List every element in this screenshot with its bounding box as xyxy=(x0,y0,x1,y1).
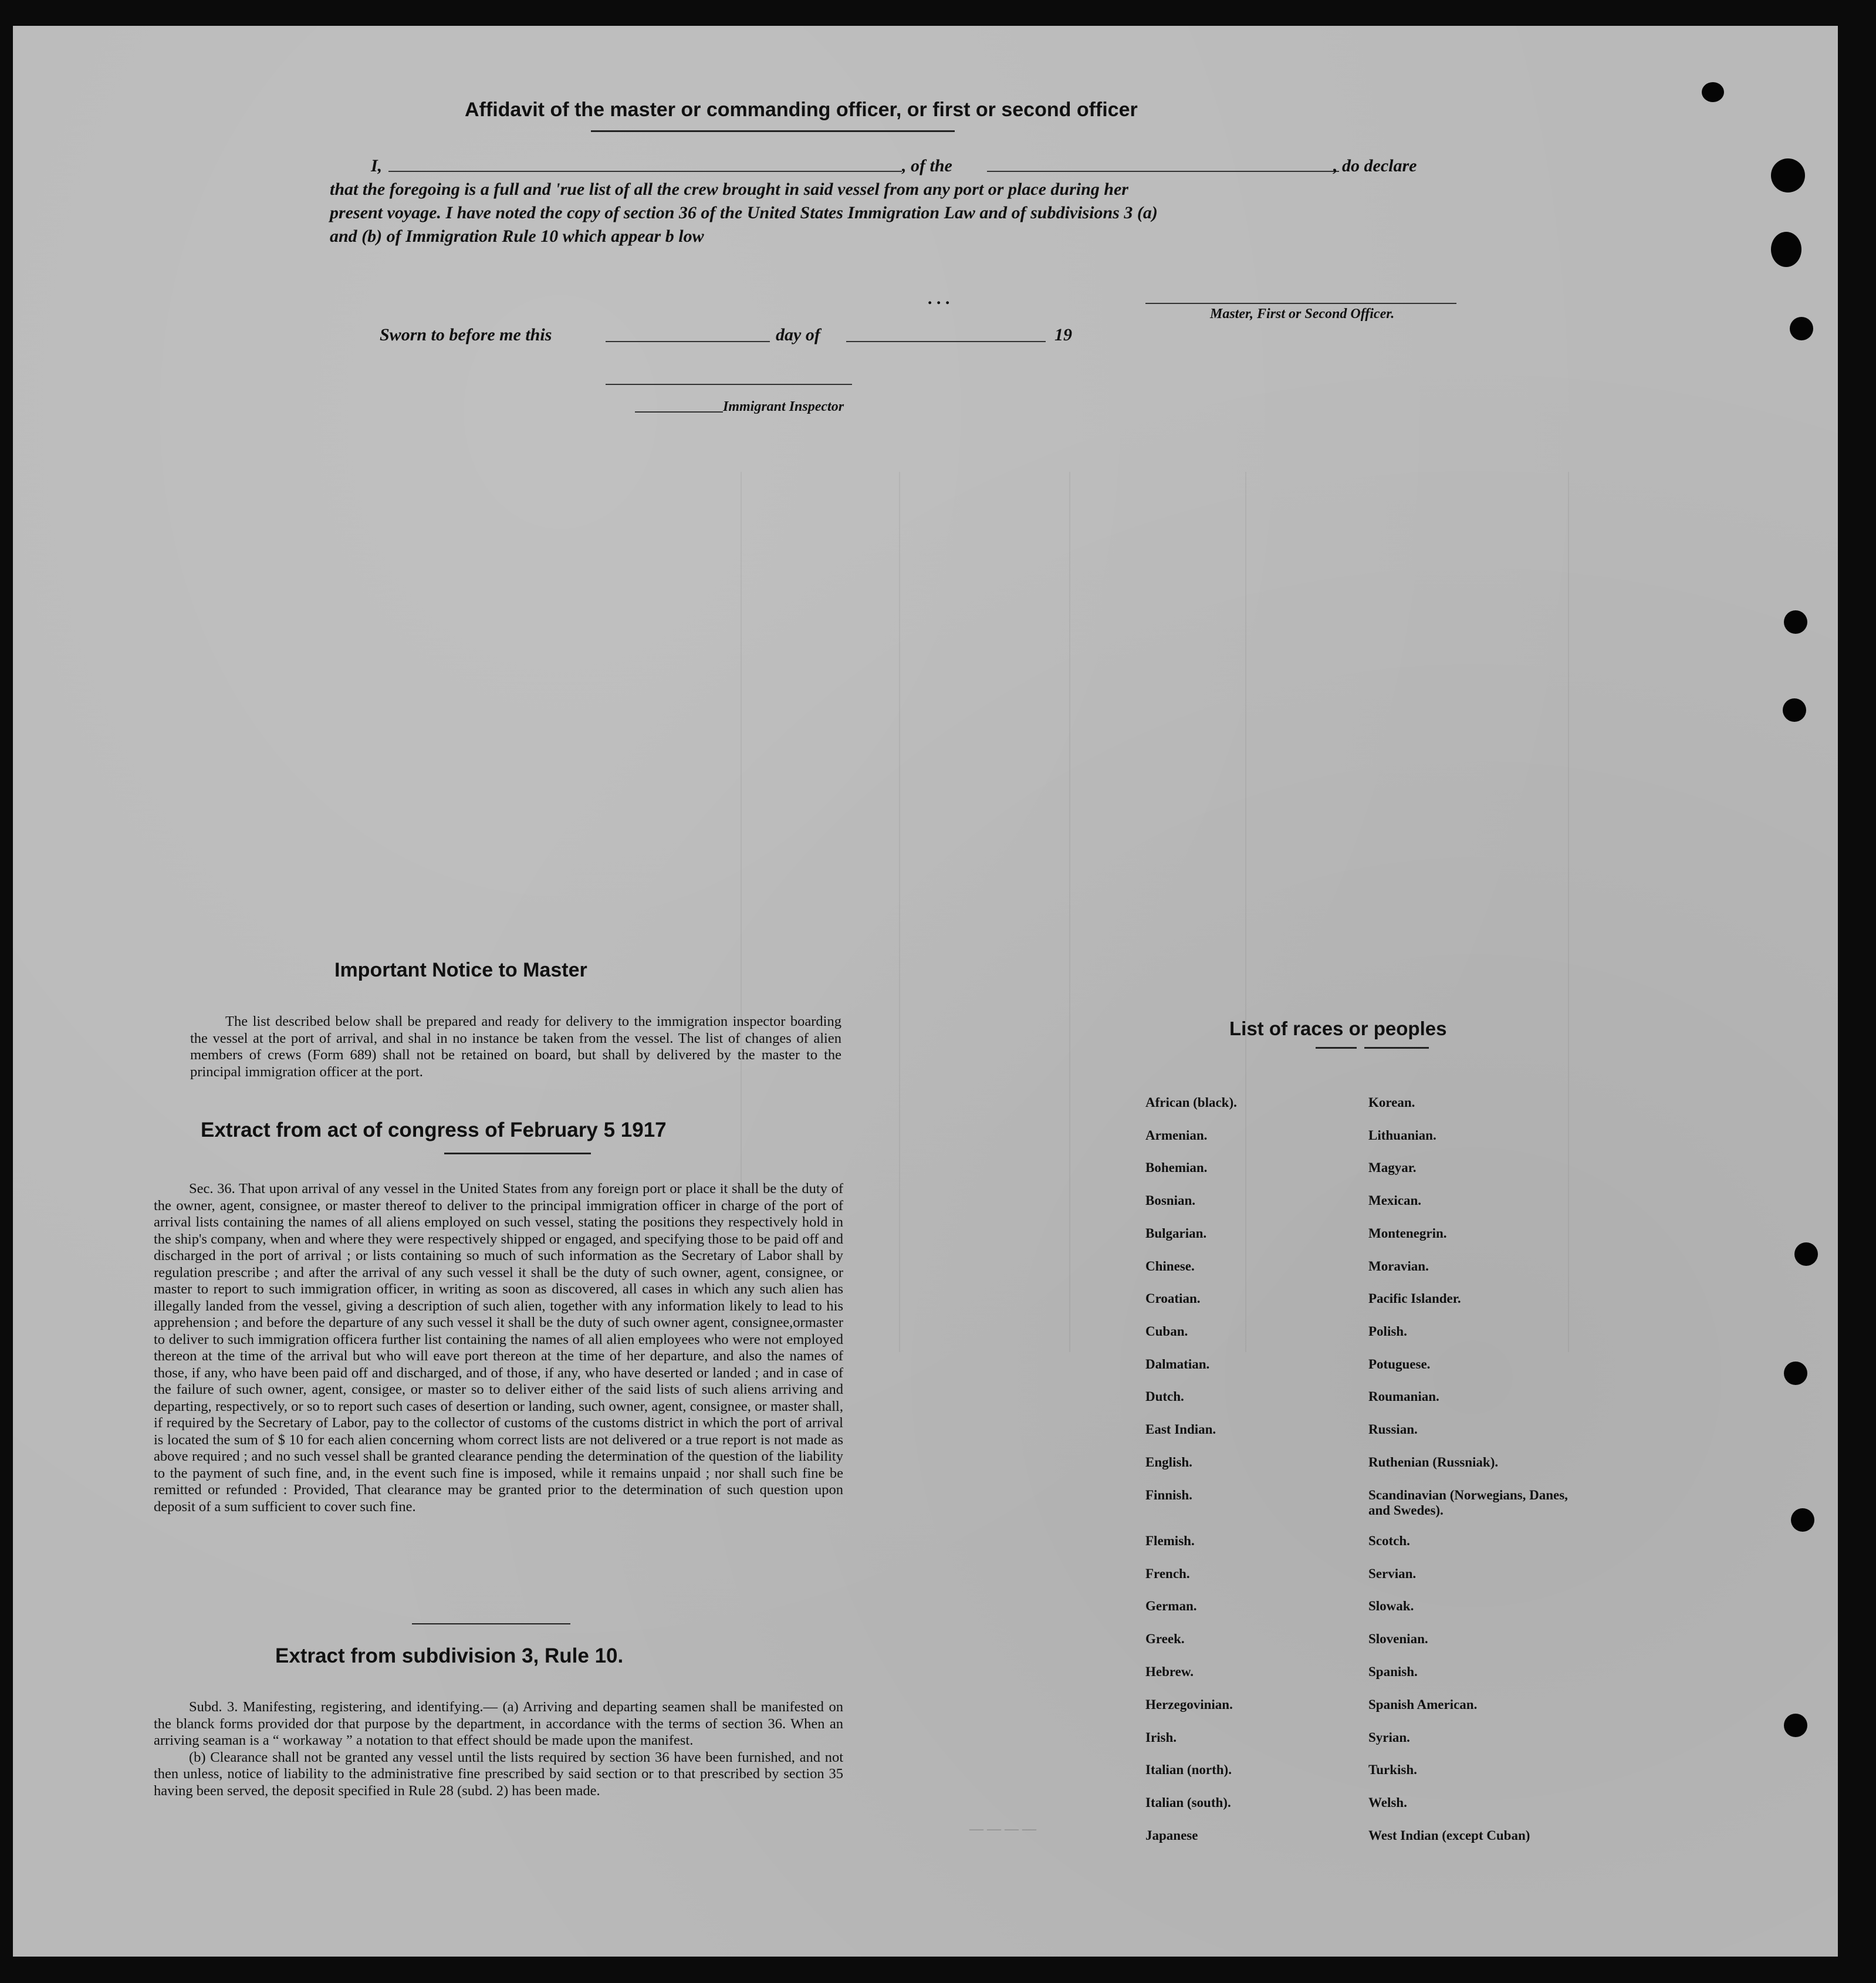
punch-hole xyxy=(1771,158,1805,192)
act-title-underline xyxy=(444,1153,591,1154)
punch-hole xyxy=(1791,1508,1814,1532)
notice-paragraph: The list described below shall be prepared and ready for delivery to the immigration inspector boarding the vessel at the port of arrival, and shal in no instance be taken from the vessel. The list of changes of alien members of crews (Form 689) shall not be retained on board, but shall by delivered by the master to the principal immigration officer at the port. xyxy=(190,1014,841,1080)
punch-hole xyxy=(1794,1242,1818,1266)
bleed-through-rule xyxy=(1245,472,1246,1352)
right-race-item: Polish. xyxy=(1368,1324,1407,1339)
left-race-item: Finnish. xyxy=(1145,1488,1192,1502)
left-race-item: Italian (north). xyxy=(1145,1762,1232,1777)
left-race-item: English. xyxy=(1145,1455,1192,1469)
title-underline xyxy=(591,130,955,132)
right-race-item: Ruthenian (Russniak). xyxy=(1368,1455,1499,1469)
section-divider xyxy=(412,1623,570,1624)
right-race-item: Slovenian. xyxy=(1368,1631,1428,1646)
signature-dots: . . . xyxy=(928,289,951,308)
affidavit-do-declare: , do declare xyxy=(1333,156,1417,175)
inspector-signature-line-1 xyxy=(606,384,852,385)
sworn-month-line xyxy=(846,341,1046,342)
sworn-prefix: Sworn to before me this xyxy=(380,325,552,344)
affidavit-i: I, xyxy=(371,156,383,175)
affidavit-of-the: , of the xyxy=(902,156,952,175)
left-race-item: Irish. xyxy=(1145,1730,1177,1745)
left-race-item: East Indian. xyxy=(1145,1422,1216,1437)
right-race-item: Potuguese. xyxy=(1368,1357,1431,1371)
right-race-item: Pacific Islander. xyxy=(1368,1291,1461,1306)
left-race-item: Flemish. xyxy=(1145,1533,1195,1548)
notice-text xyxy=(190,1014,841,1080)
sworn-day-of: day of xyxy=(776,325,820,344)
right-race-item: Spanish American. xyxy=(1368,1697,1478,1712)
punch-hole xyxy=(1702,82,1724,102)
right-race-item: Mexican. xyxy=(1368,1193,1422,1208)
left-race-item: African (black). xyxy=(1145,1095,1237,1110)
punch-hole xyxy=(1771,232,1801,267)
declarant-name-line xyxy=(388,171,902,172)
left-race-item: Dalmatian. xyxy=(1145,1357,1210,1371)
right-race-item: Lithuanian. xyxy=(1368,1128,1436,1143)
punch-hole xyxy=(1790,317,1813,340)
right-race-item: Magyar. xyxy=(1368,1160,1417,1175)
punch-hole xyxy=(1784,610,1807,634)
right-race-item: West Indian (except Cuban) xyxy=(1368,1828,1530,1843)
punch-hole xyxy=(1784,1362,1807,1385)
affidavit-line-2: that the foregoing is a full and 'rue list of all the crew brought in said vessel from any port or place during her xyxy=(330,180,1128,199)
rule-extract-text xyxy=(154,1699,843,1799)
left-race-item: French. xyxy=(1145,1566,1190,1581)
rule-subdivision-a: Subd. 3. Manifesting, registering, and identifying.— (a) Arriving and departing seamen shall be manifested on the blanck forms provided dor that purpose by the department, in accordance with the terms of section 36. When an arriving seaman is a “ workaway ” a notation to that effect should be made upon the manifest. xyxy=(154,1699,843,1748)
bleed-through-rule xyxy=(1069,472,1070,1352)
left-race-item: Dutch. xyxy=(1145,1389,1184,1404)
races-title: List of races or peoples xyxy=(1229,1018,1447,1039)
left-race-item: Cuban. xyxy=(1145,1324,1188,1339)
right-race-item: Scandinavian (Norwegians, Danes, and Swedes). xyxy=(1368,1488,1568,1518)
left-race-item: Armenian. xyxy=(1145,1128,1208,1143)
right-race-item: Welsh. xyxy=(1368,1795,1407,1810)
punch-hole xyxy=(1783,698,1806,722)
right-race-item: Slowak. xyxy=(1368,1599,1414,1613)
right-race-item: Roumanian. xyxy=(1368,1389,1439,1404)
notice-title: Important Notice to Master xyxy=(334,959,587,981)
right-race-item: Spanish. xyxy=(1368,1664,1418,1679)
left-race-item: Bosnian. xyxy=(1145,1193,1196,1208)
left-race-item: Herzegovinian. xyxy=(1145,1697,1233,1712)
rule-subdivision-b: (b) Clearance shall not be granted any vessel until the lists required by section 36 have been furnished, and not then unless, notice of liability to the administrative fine prescribed by said section or to that prescribed by section 35 having been served, the deposit specified in Rule 28 (subd. 2) has been made. xyxy=(154,1749,843,1799)
master-signature-line xyxy=(1145,303,1456,304)
right-race-item: Russian. xyxy=(1368,1422,1418,1437)
vessel-name-line xyxy=(987,171,1339,172)
affidavit-line-3: present voyage. I have noted the copy of section 36 of the United States Immigration Law and of subdivisions 3 (a) xyxy=(330,203,1158,222)
act-extract-text xyxy=(154,1181,843,1515)
rule-extract-title: Extract from subdivision 3, Rule 10. xyxy=(275,1644,624,1667)
left-race-item: Chinese. xyxy=(1145,1259,1195,1273)
left-race-item: Bohemian. xyxy=(1145,1160,1208,1175)
master-signature-caption: Master, First or Second Officer. xyxy=(1210,306,1395,322)
right-race-item: Turkish. xyxy=(1368,1762,1417,1777)
left-race-item: Greek. xyxy=(1145,1631,1185,1646)
right-race-item: Scotch. xyxy=(1368,1533,1410,1548)
document-page xyxy=(13,26,1838,1957)
right-race-item: Montenegrin. xyxy=(1368,1226,1447,1241)
right-race-item: Moravian. xyxy=(1368,1259,1429,1273)
left-race-item: Italian (south). xyxy=(1145,1795,1231,1810)
races-underline-1 xyxy=(1316,1047,1357,1049)
right-race-item: Servian. xyxy=(1368,1566,1417,1581)
faint-mark: — — — — xyxy=(969,1822,1036,1837)
affidavit-line-4: and (b) of Immigration Rule 10 which appear b low xyxy=(330,227,704,246)
left-race-item: German. xyxy=(1145,1599,1197,1613)
affidavit-title: Affidavit of the master or commanding officer, or first or second officer xyxy=(465,99,1138,121)
sworn-day-line xyxy=(606,341,770,342)
sworn-year: 19 xyxy=(1054,325,1072,344)
left-race-item: Bulgarian. xyxy=(1145,1226,1207,1241)
inspector-signature-line-2 xyxy=(635,411,723,413)
left-race-item: Croatian. xyxy=(1145,1291,1201,1306)
right-race-item: Korean. xyxy=(1368,1095,1415,1110)
races-underline-2 xyxy=(1364,1047,1429,1049)
bleed-through-rule xyxy=(1568,472,1569,1352)
bleed-through-rule xyxy=(899,472,900,1352)
right-race-item: Syrian. xyxy=(1368,1730,1410,1745)
left-race-item: Japanese xyxy=(1145,1828,1198,1843)
act-extract-title: Extract from act of congress of February 5 1917 xyxy=(201,1119,667,1141)
punch-hole xyxy=(1784,1714,1807,1737)
inspector-caption: Immigrant Inspector xyxy=(723,399,844,414)
left-race-item: Hebrew. xyxy=(1145,1664,1194,1679)
section-36-paragraph: Sec. 36. That upon arrival of any vessel in the United States from any foreign port or place it shall be the duty of the owner, agent, consignee, or master thereof to deliver to the principal immigration officer in charge of the port of arrival lists containing the names of all aliens employed on such vessel, stating the positions they respectively hold in the ship's company, when and where they were respectively shipped or engaged, and specifying those to be paid off and discharged in the port of arrival ; or lists containing so much of such information as the Secretary of Labor shall by regulation prescribe ; and after the arrival of any such vessel it shall be the duty of such owner, agent, consignee, or master to report to such immigration officer, in writing as soon as discovered, all cases in which any such alien has illegally landed from the vessel, giving a description of such alien, together with any information likely to lead to his apprehension ; and before the departure of any such vessel it shall be the duty of such owner agent, consignee,ormaster to deliver to such immigration officera further list containing the names of all alien employees who were not employed thereon at the time of the arrival but who will eave port thereon at the time of her departure, and also the names of those, if any, who have been paid off and discharged, and of those, if any, who have deserted or landed ; and in case of the failure of such owner, agent, consigee, or master so to deliver either of the said lists of such aliens arriving and departing, respectively, or so to report such cases of desertion or landing, such owner, agent, consignee, or master shall, if required by the Secretary of Labor, pay to the collector of customs of the customs district in which the port of arrival is located the sum of $ 10 for each alien concerning whom correct lists are not delivered or a true report is not made as above required ; and no such vessel shall be granted clearance pending the determination of the question of the liability to the payment of such fine, and, in the event such fine is imposed, while it remains unpaid ; nor shall such fine be remitted or refunded : Provided, That clearance may be granted prior to the determination of such question upon deposit of a sum sufficient to cover such fine. xyxy=(154,1181,843,1515)
